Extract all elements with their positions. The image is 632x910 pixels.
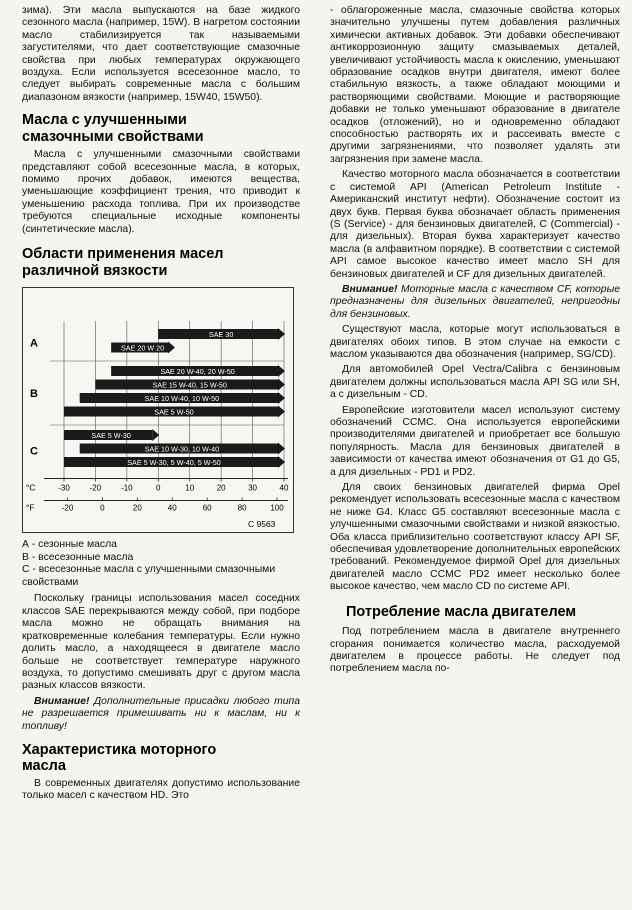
chart-bar: [64, 456, 285, 468]
chart-bar-label: SAE 30: [208, 330, 234, 340]
heading-improved-oils: Масла с улучшенными смазочными свойствами: [22, 112, 204, 145]
fahrenheit-tick-label: -20: [61, 503, 74, 513]
chart-bar: [64, 406, 285, 418]
legend-b: В - всесезонные масла: [22, 551, 134, 563]
right-column: [330, 0, 620, 676]
chart-bar-label: SAE 10 W-40, 10 W-50: [144, 394, 220, 404]
chart-bar: [64, 429, 159, 441]
chart-bar: [95, 379, 285, 391]
viscosity-chart-svg: [22, 287, 294, 533]
chart-bar-label: SAE 5 W-30: [91, 431, 131, 441]
characteristics-paragraph: В современных двигателях допустимо использование только масел с качеством HD. Это: [22, 777, 300, 802]
chart-bar: [111, 342, 175, 354]
viscosity-chart: [22, 287, 294, 533]
warning-cf: [330, 284, 620, 321]
warning-cf-text: Моторные масла с качеством CF, которые предназначены для дизельных двигателей, непригодны для бензиновых.: [330, 283, 620, 320]
left-column: [22, 0, 300, 803]
chart-bar-label: SAE 20 W 20: [120, 343, 165, 353]
heading-viscosity-areas: Области применения масел различной вязкости: [22, 246, 224, 279]
celsius-tick-label: -30: [58, 483, 70, 493]
celsius-tick-label: -10: [121, 483, 133, 493]
celsius-tick-label: -20: [89, 483, 102, 493]
chart-bar: [158, 328, 285, 340]
warning-additives-label: Внимание!: [34, 695, 90, 707]
fahrenheit-tick-label: 80: [237, 503, 247, 513]
chart-bar-label: SAE 5 W-50: [154, 407, 194, 417]
celsius-tick-label: 20: [216, 483, 226, 493]
fahrenheit-tick-label: 20: [132, 503, 142, 513]
opel-paragraph: Для автомобилей Opel Vectra/Calibra с бензиновым двигателем должны использоваться масла API SG или SH, а с дизельным - CD.: [330, 364, 620, 401]
legend-a: А - сезонные масла: [22, 539, 117, 551]
dual-purpose-paragraph: Существуют масла, которые могут использоваться в двигателях обоих типов. В этом случае на емкости с маслом указываются два обозначения (например, SG/CD).: [330, 324, 620, 360]
celsius-tick-label: 40: [279, 483, 289, 493]
consumption-paragraph: Под потреблением масла в двигателе внутреннего сгорания понимается количество масла, расходуемой двигателем в процессе работы. Не следует под потреблением масла по-: [330, 626, 620, 675]
sae-paragraph: Поскольку границы использования масел соседних классов SAE перекрываются между собой, при подборе масла можно не обращать внимания на кратковременные колебания температуры. Если нужно долить масло, а находящееся в двигателе масло больше не соответствует температуре наружного воздуха, то допустимо смешивать друг с другом масла разных классов вязкости.: [22, 593, 300, 692]
legend-c: С - всесезонные масла с улучшенными смазочными свойствами: [22, 564, 276, 588]
ccmc-paragraph: Европейские изготовители масел используют систему обозначений CCMC. Она используется европейскими производителями двигателей и приобретает все большую популярность. Масла для бензиновых двигателей в зависимости от качества имеют обозначения от G1 до G5, а для дизельных - PD1 и PD2.: [330, 404, 620, 478]
intro-paragraph: зима). Эти масла выпускаются на базе жидкого сезонного масла (например, 15W). В нагретом состоянии масло стабилизируется так называемыми загустителями, что дает соответствующие смазочные свойства при любых температурах окружающего воздуха. Если используется всесезонное масло, то следует выбирать современные масла с большим диапазоном вязкости (например, 15W40, 15W50).: [22, 5, 300, 103]
chart-bar-label: SAE 15 W-40, 15 W-50: [152, 380, 227, 390]
celsius-tick-label: 0: [156, 483, 161, 493]
api-paragraph: Качество моторного масла обозначается в соответствии с системой API (American Petroleum Institute - Американский институт нефти). Обозначение состоит из двух букв. Первая буква обозначает область применения (S (Service) - для бензиновых двигателей, С (Commercial) - для дизельных). Вторая буква характеризует качество масла (в алфавитном порядке). В соответствии с системой API самое высокое качество имеет масло SH для бензиновых двигателей и CF для дизельных двигателей.: [330, 169, 620, 280]
celsius-tick-label: 30: [248, 483, 258, 493]
chart-bar-label: SAE 20 W-40, 20 W-50: [160, 367, 235, 377]
chart-bar-label: SAE 5 W-30, 5 W-40, 5 W-50: [127, 458, 221, 468]
improved-oils-paragraph: Масла с улучшенными смазочными свойствами представляют собой всесезонные масла, в которых, помимо прочих добавок, имеются вещества, уменьшающие коэффициент трения, что приводит к уменьшению расхода топлива. При их производстве требуются специальные исходные компоненты (синтетические масла).: [22, 149, 300, 235]
warning-cf-label: Внимание!: [342, 283, 398, 295]
celsius-tick-label: 10: [185, 483, 195, 493]
g4-paragraph: Для своих бензиновых двигателей фирма Opel рекомендует использовать всесезонные масла с качеством не ниже G4. Класс G5 составляют всесезонные масла с улучшенными смазочными свойствами и низкой вязкостью. Оба класса приблизительно соответствуют классу API SF, обеспечивая удовлетворение дополнительных европейских требований. Рекомендуемое фирмой Opel для дизельных двигателей масло CCMC PD2 имеет несколько более высокое качество, чем масло CD по системе API.: [330, 482, 621, 593]
fahrenheit-unit-label: °F: [26, 502, 35, 513]
chart-group-label: B: [30, 388, 38, 401]
fahrenheit-tick-label: 60: [202, 503, 212, 513]
chart-bar: [111, 365, 285, 377]
chart-bar: [80, 443, 285, 455]
chart-group-label: C: [30, 445, 38, 458]
chart-bar: [80, 392, 285, 404]
fahrenheit-tick-label: 0: [100, 503, 105, 513]
heading-oil-characteristics: Характеристика моторного масла: [22, 741, 217, 775]
chart-code-label: C 9563: [248, 519, 276, 530]
fahrenheit-tick-label: 100: [270, 503, 284, 513]
chart-legend: [22, 539, 300, 589]
chart-bar-label: SAE 10 W-30, 10 W-40: [144, 444, 220, 454]
chart-group-label: A: [30, 337, 38, 350]
heading-oil-consumption: Потребление масла двигателем: [346, 603, 577, 620]
celsius-unit-label: °C: [26, 482, 36, 493]
warning-additives-text: Дополнительные присадки любого типа не разрешается примешивать ни к маслам, ни к топливу!: [22, 695, 300, 732]
hd-oils-paragraph: - облагороженные масла, смазочные свойства которых значительно улучшены путем добавления различных химически активных добавок. Эти добавки обеспечивают антикоррозионную защиту смазываемых деталей, увеличивают устойчивость масла к окислению, уменьшают образование осадков внутри двигателя, имеют более стабильную вязкость, а также обладают моющими и растворяющими свойствами. Моющие и растворяющие добавки не только уменьшают образование в двигателе осадков (отложений), но и одновременно обладают способностью растворять их и рассеивать вместе с другими загрязнениями, что позволяет удалять эти загрязнения при замене масла.: [330, 5, 620, 165]
fahrenheit-tick-label: 40: [167, 503, 177, 513]
warning-additives: [22, 696, 300, 733]
